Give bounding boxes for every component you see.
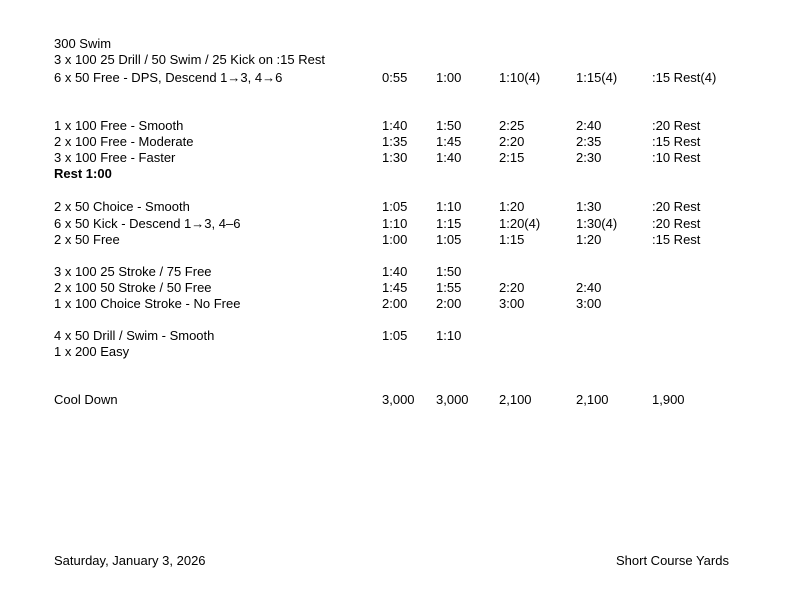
interval-col-2: 1:15 xyxy=(436,216,462,231)
interval-col-2: 1:50 xyxy=(436,264,462,279)
interval-col-1: 1:40 xyxy=(382,264,408,279)
footer-course: Short Course Yards xyxy=(616,553,729,568)
interval-col-1: 1:05 xyxy=(382,328,408,343)
interval-col-4: 3:00 xyxy=(576,296,602,311)
interval-col-5: :20 Rest xyxy=(652,199,701,214)
set-description: 1 x 200 Easy xyxy=(54,344,130,359)
set-description: 2 x 50 Choice - Smooth xyxy=(54,199,190,214)
table-row xyxy=(54,280,754,296)
interval-col-1: 1:40 xyxy=(382,118,408,133)
table-row xyxy=(54,150,754,166)
interval-col-2: 1:40 xyxy=(436,150,462,165)
interval-col-5: :10 Rest xyxy=(652,150,701,165)
table-row xyxy=(54,118,754,134)
table-row xyxy=(54,392,754,408)
interval-col-4: 2:35 xyxy=(576,134,602,149)
interval-col-1: 1:10 xyxy=(382,216,408,231)
interval-col-1: 2:00 xyxy=(382,296,408,311)
interval-col-4: 1:20 xyxy=(576,232,602,247)
interval-col-1: 1:45 xyxy=(382,280,408,295)
interval-col-2: 1:10 xyxy=(436,199,462,214)
interval-col-5: :15 Rest xyxy=(652,232,701,247)
interval-col-2: 1:50 xyxy=(436,118,462,133)
set-description: 3 x 100 25 Stroke / 75 Free xyxy=(54,264,212,279)
table-row xyxy=(54,199,754,215)
set-description: 3 x 100 Free - Faster xyxy=(54,150,176,165)
interval-col-3: 2:25 xyxy=(499,118,525,133)
interval-col-4: 1:30 xyxy=(576,199,602,214)
set-description: 6 x 50 Kick - Descend 1→3, 4–6 xyxy=(54,216,241,231)
interval-col-4: 2:30 xyxy=(576,150,602,165)
set-description: 1 x 100 Choice Stroke - No Free xyxy=(54,296,241,311)
interval-col-5: :15 Rest xyxy=(652,134,701,149)
interval-col-3: 2:15 xyxy=(499,150,525,165)
interval-col-2: 1:05 xyxy=(436,232,462,247)
set-description: 1 x 100 Free - Smooth xyxy=(54,118,184,133)
table-row xyxy=(54,264,754,280)
interval-col-3: 2:20 xyxy=(499,280,525,295)
set-description: 2 x 50 Free xyxy=(54,232,120,247)
interval-col-3: 1:10(4) xyxy=(499,70,541,85)
interval-col-1: 1:35 xyxy=(382,134,408,149)
interval-col-3: 3:00 xyxy=(499,296,525,311)
footer-date: Saturday, January 3, 2026 xyxy=(54,553,206,568)
interval-col-1: 1:30 xyxy=(382,150,408,165)
interval-col-4: 2:40 xyxy=(576,118,602,133)
interval-col-3: 1:15 xyxy=(499,232,525,247)
total-col-4: 2,100 xyxy=(576,392,609,407)
interval-col-1: 0:55 xyxy=(382,70,408,85)
interval-col-5: :20 Rest xyxy=(652,118,701,133)
table-row xyxy=(54,70,754,86)
table-row xyxy=(54,232,754,248)
interval-col-4: 1:15(4) xyxy=(576,70,618,85)
interval-col-4: 1:30(4) xyxy=(576,216,618,231)
drill-set-line: 3 x 100 25 Drill / 50 Swim / 25 Kick on :15 Rest xyxy=(54,52,325,67)
set-description: 4 x 50 Drill / Swim - Smooth xyxy=(54,328,215,343)
interval-col-5: :20 Rest xyxy=(652,216,701,231)
interval-col-5: :15 Rest(4) xyxy=(652,70,717,85)
set-description: 2 x 100 50 Stroke / 50 Free xyxy=(54,280,212,295)
set-description: 2 x 100 Free - Moderate xyxy=(54,134,194,149)
rest-label: Rest 1:00 xyxy=(54,166,112,181)
warmup-line: 300 Swim xyxy=(54,36,112,51)
set-description: 6 x 50 Free - DPS, Descend 1→3, 4→6 xyxy=(54,70,283,85)
interval-col-4: 2:40 xyxy=(576,280,602,295)
set-description: Cool Down xyxy=(54,392,118,407)
table-row xyxy=(54,296,754,312)
total-col-1: 3,000 xyxy=(382,392,415,407)
interval-col-2: 1:45 xyxy=(436,134,462,149)
interval-col-3: 1:20 xyxy=(499,199,525,214)
interval-col-2: 1:10 xyxy=(436,328,462,343)
interval-col-3: 1:20(4) xyxy=(499,216,541,231)
interval-col-2: 2:00 xyxy=(436,296,462,311)
total-col-3: 2,100 xyxy=(499,392,532,407)
total-col-2: 3,000 xyxy=(436,392,469,407)
interval-col-2: 1:55 xyxy=(436,280,462,295)
interval-col-1: 1:00 xyxy=(382,232,408,247)
table-row xyxy=(54,216,754,232)
interval-col-2: 1:00 xyxy=(436,70,462,85)
interval-col-1: 1:05 xyxy=(382,199,408,214)
table-row xyxy=(54,344,754,360)
table-row xyxy=(54,328,754,344)
table-row xyxy=(54,134,754,150)
total-col-5: 1,900 xyxy=(652,392,685,407)
interval-col-3: 2:20 xyxy=(499,134,525,149)
